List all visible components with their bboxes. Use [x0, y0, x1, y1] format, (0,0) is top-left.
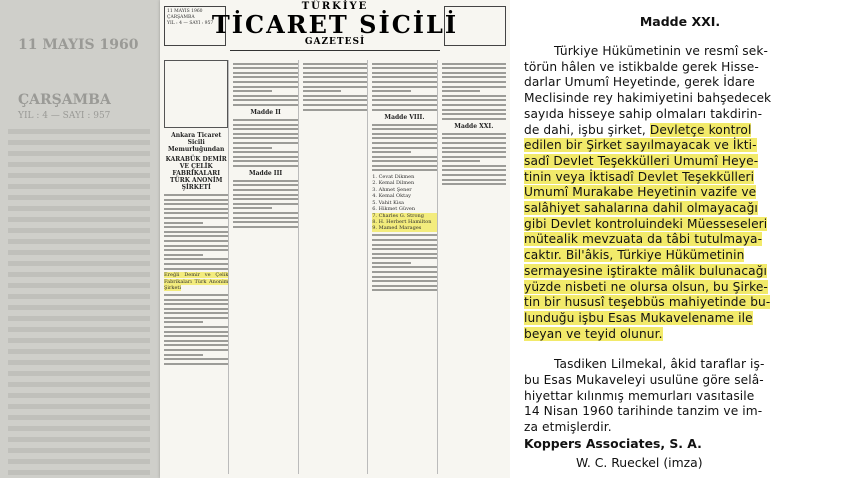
- newspaper-title: TİCARET SİCİLİ: [211, 10, 459, 39]
- column-1: [164, 60, 229, 474]
- column-text: [164, 194, 228, 270]
- member-list-item: 1. Cevat Dikmen: [372, 174, 415, 181]
- section-header: Madde VIII.: [384, 113, 425, 121]
- section-header: Madde XXI.: [454, 122, 494, 130]
- excerpt-line: sayıda hisseye sahip olmaları takdirin-: [524, 106, 763, 121]
- member-list-item: 7. Charles G. Strong: [372, 213, 436, 219]
- zoomed-excerpt: [510, 0, 850, 478]
- excerpt-line: [524, 280, 768, 294]
- member-list-item: 9. Mamed Marages: [372, 225, 436, 231]
- highlighted-text: mütealik mevzuata da tâbi tutulmaya-: [524, 232, 763, 247]
- excerpt-line: Tasdiken Lilmekal, âkid taraflar iş-: [554, 357, 765, 372]
- column-text: [233, 63, 297, 106]
- member-list-item: 3. Ahmet Şener: [372, 186, 412, 193]
- excerpt-line: [524, 264, 767, 278]
- header-top: TÜRKİYE: [301, 1, 369, 12]
- excerpt-line: törün hâlen ve istikbalde gerek Hisse-: [524, 59, 759, 74]
- highlighted-text: gibi Devlet kontroluindeki Müesseseleri: [524, 216, 768, 231]
- article-title: Madde XXI.: [639, 14, 721, 29]
- highlighted-text: caktır. Bil'âkis, Türkiye Hükümetinin: [524, 248, 745, 263]
- highlighted-text: Umumî Murakabe Heyetinin vazife ve: [524, 185, 757, 200]
- excerpt-line: 14 Nisan 1960 tarihinde tanzim ve im-: [524, 404, 763, 419]
- background-page: [0, 0, 160, 478]
- member-list-item: 4. Kemal Oktay: [372, 193, 411, 200]
- member-list-item: 8. H. Herbert Hamilton: [372, 219, 436, 225]
- column-text: [442, 63, 506, 120]
- background-day: ÇARŞAMBA: [18, 92, 111, 108]
- newspaper-columns: [164, 60, 506, 474]
- newspaper-subtitle: GAZETESİ: [304, 37, 366, 47]
- excerpt-line: [524, 138, 757, 152]
- highlighted-text: yüzde nisbeti ne olursa olsun, bu Şirke-: [524, 279, 768, 294]
- highlighted-text: beyan ve teyid olunur.: [524, 326, 663, 341]
- company-heading: Ankara Ticaret Sicili Memurluğundan: [168, 132, 225, 153]
- excerpt-line: Türkiye Hükümetinin ve resmî sek-: [554, 44, 768, 58]
- column-4: [372, 60, 437, 474]
- highlighted-text: sadî Devlet Teşekkülleri Umumî Heye-: [524, 153, 759, 168]
- section-header: Madde III: [248, 169, 283, 177]
- excerpt-line: bu Esas Mukaveleyi usulüne göre selâ-: [524, 373, 764, 387]
- excerpt-line: [524, 311, 753, 325]
- highlighted-text: sermayesine iştirakte mâlik bulunacağı: [524, 263, 768, 278]
- member-list: [372, 174, 436, 232]
- member-list-item: 5. Vahit Kisa: [372, 199, 405, 206]
- column-text: [303, 63, 367, 111]
- section-header: Madde II: [250, 108, 281, 116]
- excerpt-line: za etmişlerdir.: [524, 420, 612, 435]
- column-text: [372, 124, 436, 172]
- excerpt-line: [524, 248, 744, 262]
- column-2: [233, 60, 298, 474]
- excerpt-line: de dahi, işbu şirket, Devletçe kontrol: [524, 122, 752, 137]
- column-5: [442, 60, 506, 474]
- highlighted-text: Devletçe kontrol: [649, 122, 752, 137]
- column-text: [233, 180, 297, 228]
- signatory-company: Koppers Associates, S. A.: [524, 436, 702, 451]
- excerpt-line: [524, 185, 756, 199]
- highlighted-text: edilen bir Şirket sayılmayacak ve İkti-: [524, 138, 757, 153]
- column-text: [372, 234, 436, 291]
- signatory-name: W. C. Rueckel (imza): [576, 455, 703, 470]
- contents-box: [164, 60, 228, 128]
- column-3: [303, 60, 368, 474]
- excerpt-line: [524, 170, 754, 184]
- excerpt-line: [524, 217, 767, 231]
- member-list-item: 2. Kemal Dilmen: [372, 180, 415, 187]
- column-text: [372, 63, 436, 111]
- excerpt-line: Meclisinde rey hakimiyetini bahşedecek: [524, 91, 772, 106]
- masthead: [160, 0, 510, 58]
- background-issue: YIL : 4 — SAYI : 957: [18, 111, 111, 121]
- column-text: [164, 294, 228, 365]
- info-box: [444, 6, 506, 46]
- excerpt-line: hiyettar kılınmış memurları vasıtasile: [524, 388, 755, 403]
- masthead-rule: [230, 50, 440, 51]
- newspaper-page: [160, 0, 510, 478]
- column-text: [233, 119, 297, 167]
- background-text-lines: [0, 129, 160, 478]
- background-date: 11 MAYIS 1960: [18, 37, 139, 53]
- excerpt-line: [524, 327, 663, 341]
- excerpt-line: darlar Umumî Heyetinde, gerek İdare: [524, 75, 755, 90]
- highlighted-company: Ereğli Demir ve Çelik Fabrikaları Türk Anonim Şirketi: [164, 272, 229, 291]
- excerpt-line: [524, 295, 770, 309]
- member-list-item: 6. Hikmet Güven: [372, 206, 416, 213]
- company-name: KARABÜK DEMİR VE ÇELİK FABRİKALARI TÜRK ANONİM ŞİRKETİ: [165, 156, 227, 191]
- column-text: [442, 133, 506, 186]
- excerpt-line: [524, 201, 758, 215]
- excerpt-line: [524, 232, 762, 246]
- highlighted-text: tin bir hususî teşebbüs mahiyetinde bu-: [524, 295, 771, 310]
- issue-box-text: YIL : 4 — SAYI : 957: [167, 21, 214, 26]
- highlighted-text: lunduğu işbu Esas Mukavelename ile: [524, 310, 753, 325]
- excerpt-line: [524, 154, 758, 168]
- highlighted-text: salâhiyet sahalarına dahil olmayacağı: [524, 201, 758, 215]
- highlighted-text: tinin veya İktisadî Devlet Teşekkülleri: [524, 169, 755, 184]
- date-box-text: 11 MAYIS 1960 ÇARŞAMBA: [167, 9, 203, 20]
